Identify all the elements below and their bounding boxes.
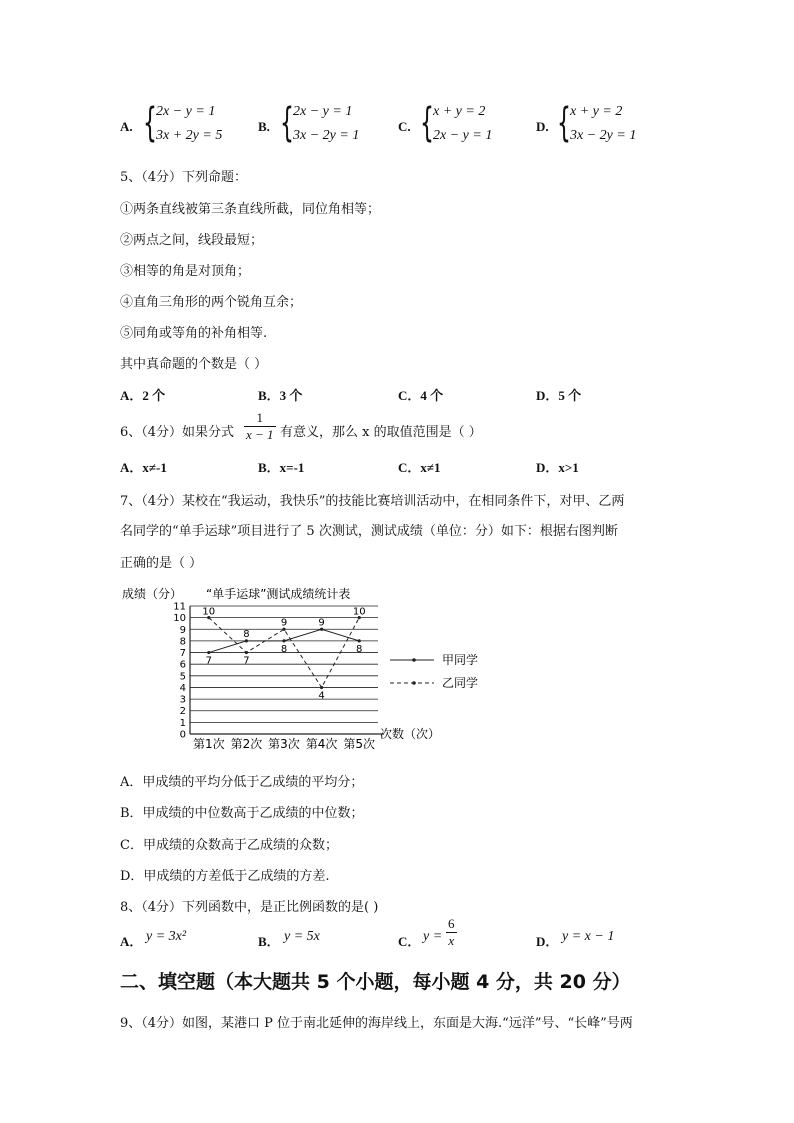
q4-option-c-label: C. bbox=[398, 119, 411, 134]
q6-fraction-numerator: 1 bbox=[244, 410, 276, 427]
q4-option-a-label: A. bbox=[120, 119, 133, 134]
q6-option-c: C．x≠1 bbox=[398, 460, 441, 475]
q7-line-2: 名同学的“单手运球”项目进行了 5 次测试，测试成绩（单位：分）如下：根据右图判断 bbox=[120, 524, 618, 539]
q5-item-3: ③相等的角是对顶角； bbox=[120, 264, 251, 279]
q8-option-a-expr: y = 3x² bbox=[146, 929, 187, 944]
chart-data-label: 10 bbox=[202, 606, 216, 618]
q5-option-c: C．4 个 bbox=[398, 388, 444, 403]
chart-x-tick-label: 第2次 bbox=[230, 737, 263, 751]
chart-y-axis-label: 成绩（分） bbox=[122, 587, 183, 601]
legend-marker bbox=[412, 658, 416, 662]
q8-option-b-expr: y = 5x bbox=[284, 929, 320, 944]
chart-y-tick-label: 7 bbox=[179, 648, 186, 660]
chart-point bbox=[358, 639, 361, 642]
q8-option-c-fraction bbox=[446, 916, 457, 949]
chart-title: “单手运球”测试成绩统计表 bbox=[206, 587, 351, 601]
chart-data-label: 8 bbox=[280, 643, 288, 655]
q5-question: 其中真命题的个数是（ ） bbox=[120, 357, 268, 372]
brace-icon: { bbox=[280, 100, 294, 146]
section-heading: 二、填空题（本大题共 5 个小题，每小题 4 分，共 20 分） bbox=[120, 971, 631, 993]
q7-line-3: 正确的是（ ） bbox=[120, 556, 203, 571]
q5-option-b: B．3 个 bbox=[258, 388, 303, 403]
chart-point bbox=[282, 639, 285, 642]
chart-y-tick-label: 2 bbox=[179, 706, 186, 718]
q6-fraction-denominator: x − 1 bbox=[246, 427, 274, 442]
chart-y-tick-label: 1 bbox=[179, 717, 186, 729]
chart-x-tick-label: 第1次 bbox=[192, 737, 225, 751]
q5-option-d: D．5 个 bbox=[536, 388, 582, 403]
q4-option-c-eq1: x + y = 2 bbox=[433, 104, 486, 119]
q8-option-b-label: B． bbox=[258, 934, 280, 949]
q8-option-c-label: C． bbox=[398, 934, 421, 949]
q7-option-d: D．甲成绩的方差低于乙成绩的方差. bbox=[120, 869, 330, 884]
q8-stem: 8、（4分）下列函数中，是正比例函数的是( ) bbox=[120, 900, 379, 915]
chart-data-label: 8 bbox=[243, 628, 250, 640]
brace-icon: { bbox=[557, 100, 571, 146]
q6-option-a: A．x≠-1 bbox=[120, 460, 167, 475]
chart-point bbox=[207, 651, 210, 654]
chart-y-tick-label: 10 bbox=[173, 613, 186, 625]
q8-option-c-prefix: y = bbox=[423, 929, 443, 944]
chart-y-tick-label: 5 bbox=[179, 671, 186, 683]
chart-y-tick-label: 9 bbox=[179, 624, 186, 636]
q5-option-a: A．2 个 bbox=[120, 388, 166, 403]
q7-line-1: 7、（4分）某校在“我运动，我快乐”的技能比赛培训活动中，在相同条件下，对甲、乙两 bbox=[120, 494, 625, 509]
brace-icon: { bbox=[143, 100, 157, 146]
q4-option-c-eq2: 2x − y = 1 bbox=[433, 128, 493, 143]
q8-option-c-denominator: x bbox=[448, 933, 455, 948]
chart-y-tick-label: 6 bbox=[179, 659, 186, 671]
q5-item-2: ②两点之间，线段最短； bbox=[120, 233, 264, 248]
q4-option-b-eq1: 2x − y = 1 bbox=[293, 104, 353, 119]
q8-option-c-numerator: 6 bbox=[448, 916, 455, 931]
q6-prefix: 6、（4分）如果分式 bbox=[120, 425, 235, 440]
q5-item-5: ⑤同角或等角的补角相等. bbox=[120, 326, 268, 341]
q8-option-d-label: D． bbox=[536, 934, 559, 949]
legend-label: 乙同学 bbox=[442, 676, 479, 690]
legend-label: 甲同学 bbox=[442, 653, 479, 667]
chart-y-tick-label: 4 bbox=[179, 682, 186, 694]
chart-x-tick-label: 第4次 bbox=[305, 737, 338, 751]
q5-item-4: ④直角三角形的两个锐角互余； bbox=[120, 295, 303, 310]
q4-option-d-label: D. bbox=[536, 119, 549, 134]
q4-option-b-label: B. bbox=[258, 119, 270, 134]
chart-y-tick-label: 8 bbox=[179, 636, 186, 648]
q9-text: 9、（4分）如图，某港口 P 位于南北延伸的海岸线上，东面是大海.“远洋”号、“长峰”号两 bbox=[120, 1016, 633, 1031]
q8-option-a-label: A． bbox=[120, 934, 143, 949]
q4-option-d-eq2: 3x − 2y = 1 bbox=[570, 128, 637, 143]
chart-data-label: 8 bbox=[356, 643, 363, 655]
chart-x-axis-label: 次数（次） bbox=[380, 727, 441, 741]
chart-y-tick-label: 0 bbox=[179, 729, 186, 741]
legend-marker bbox=[412, 681, 416, 685]
chart-point bbox=[245, 651, 248, 654]
chart-data-label: 9 bbox=[280, 617, 288, 629]
chart-data-label: 4 bbox=[318, 690, 325, 702]
q7-option-a: A．甲成绩的平均分低于乙成绩的平均分； bbox=[120, 775, 364, 790]
chart-x-tick-label: 第5次 bbox=[343, 737, 376, 751]
brace-icon: { bbox=[420, 100, 434, 146]
q6-suffix: 有意义，那么 x 的取值范围是（ ） bbox=[280, 425, 482, 440]
q4-option-b-eq2: 3x − 2y = 1 bbox=[293, 128, 360, 143]
q4-option-a-eq1: 2x − y = 1 bbox=[156, 104, 216, 119]
chart-data-label: 9 bbox=[318, 617, 325, 629]
q4-option-d-eq1: x + y = 2 bbox=[570, 104, 623, 119]
chart-data-label: 7 bbox=[243, 655, 250, 667]
chart-data-label: 10 bbox=[352, 606, 366, 618]
chart-y-tick-label: 11 bbox=[173, 601, 186, 613]
chart-point bbox=[320, 686, 323, 689]
q7-option-c: C．甲成绩的众数高于乙成绩的众数； bbox=[120, 838, 338, 853]
q5-stem: 5、（4分）下列命题： bbox=[120, 170, 248, 185]
q6-fraction bbox=[244, 410, 276, 443]
score-line-chart bbox=[118, 582, 498, 754]
chart-data-label: 7 bbox=[205, 655, 212, 667]
q6-option-d: D．x>1 bbox=[536, 460, 579, 475]
q8-option-d-expr: y = x − 1 bbox=[562, 929, 615, 944]
chart-x-tick-label: 第3次 bbox=[268, 737, 300, 751]
chart-y-tick-label: 3 bbox=[179, 694, 186, 706]
q7-option-b: B．甲成绩的中位数高于乙成绩的中位数； bbox=[120, 806, 364, 821]
q6-option-b: B．x=-1 bbox=[258, 460, 305, 475]
q4-option-a-eq2: 3x + 2y = 5 bbox=[156, 128, 223, 143]
q5-item-1: ①两条直线被第三条直线所截，同位角相等； bbox=[120, 202, 381, 217]
